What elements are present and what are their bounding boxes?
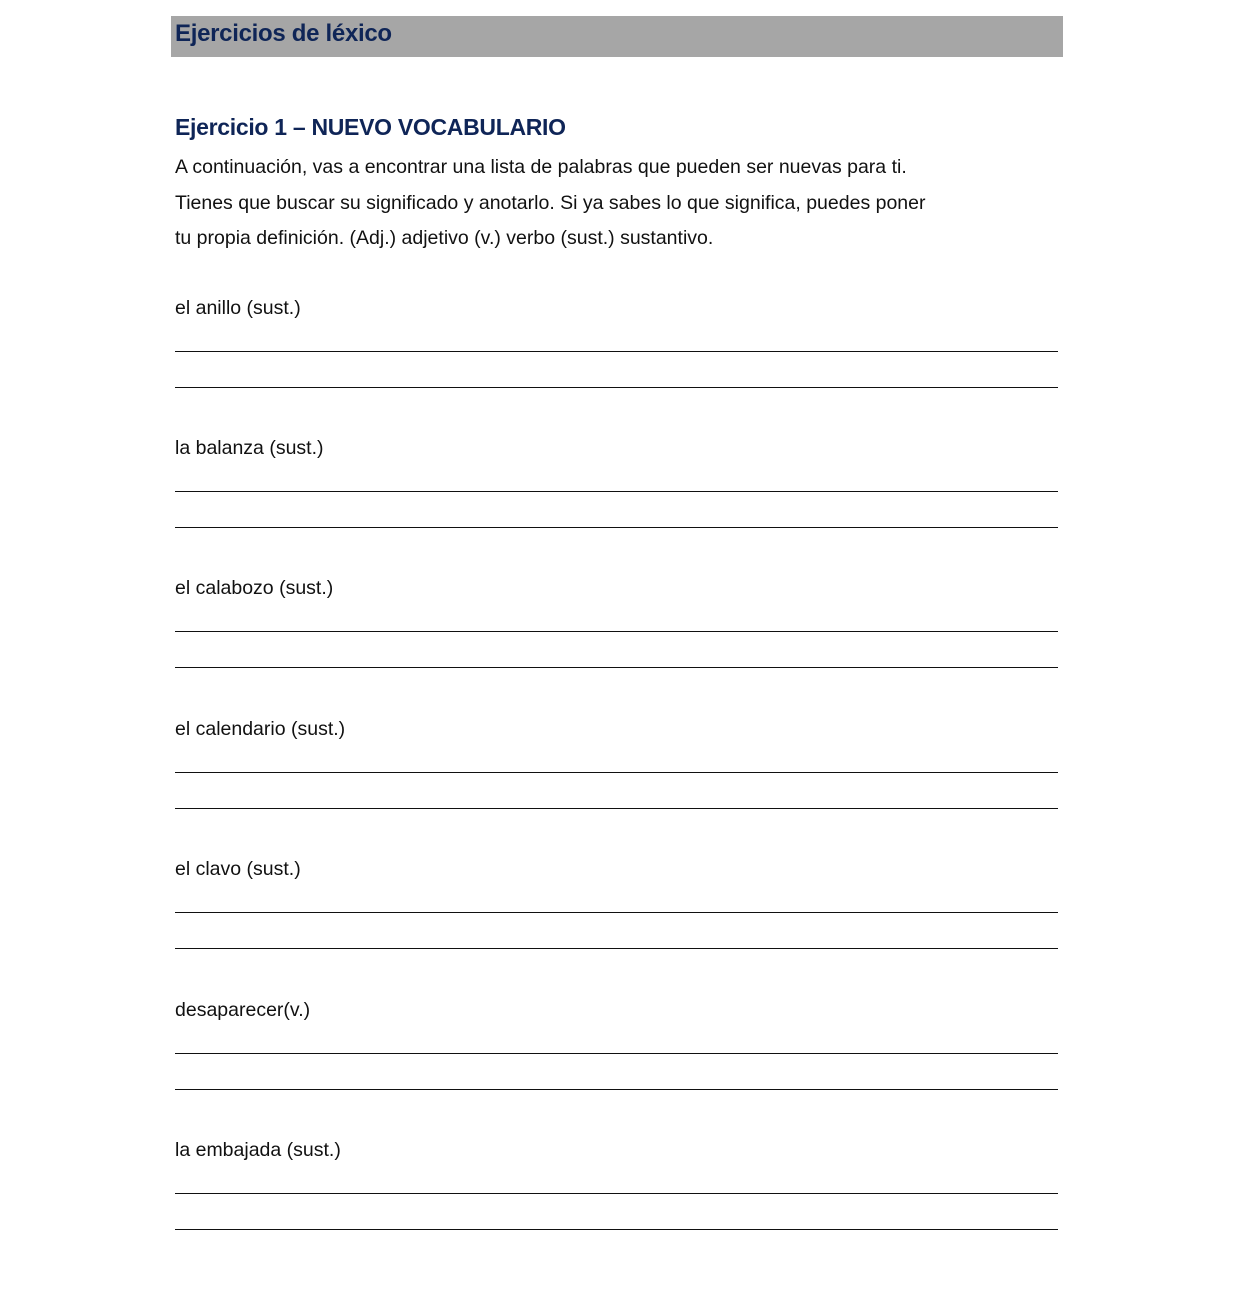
answer-line[interactable] <box>175 631 1058 632</box>
vocab-item <box>175 996 1059 1024</box>
answer-line[interactable] <box>175 1193 1058 1194</box>
vocab-item <box>175 1136 1059 1164</box>
answer-line[interactable] <box>175 912 1058 913</box>
answer-line[interactable] <box>175 527 1058 528</box>
vocab-item <box>175 434 1059 462</box>
vocab-term: la balanza (sust.) <box>175 437 324 459</box>
vocab-term: el calendario (sust.) <box>175 718 346 740</box>
vocab-item <box>175 855 1059 883</box>
answer-line[interactable] <box>175 1089 1058 1090</box>
answer-line[interactable] <box>175 387 1058 388</box>
answer-line[interactable] <box>175 808 1058 809</box>
instruction-line: A continuación, vas a encontrar una lista de palabras que pueden ser nuevas para ti. <box>175 156 907 178</box>
vocab-term: el calabozo (sust.) <box>175 577 334 599</box>
vocab-item <box>175 294 1059 322</box>
exercise-title: Ejercicio 1 – NUEVO VOCABULARIO <box>175 114 566 140</box>
vocab-term: el anillo (sust.) <box>175 297 301 319</box>
vocab-term: desaparecer(v.) <box>175 999 311 1021</box>
answer-line[interactable] <box>175 667 1058 668</box>
answer-line[interactable] <box>175 948 1058 949</box>
section-title: Ejercicios de léxico <box>175 20 392 47</box>
vocab-item <box>175 715 1059 743</box>
vocab-item <box>175 574 1059 602</box>
answer-line[interactable] <box>175 351 1058 352</box>
instruction-line: tu propia definición. (Adj.) adjetivo (v.) verbo (sust.) sustantivo. <box>175 227 714 249</box>
exercise-instructions <box>175 150 1065 257</box>
answer-line[interactable] <box>175 1229 1058 1230</box>
answer-line[interactable] <box>175 1053 1058 1054</box>
answer-line[interactable] <box>175 772 1058 773</box>
vocab-term: el clavo (sust.) <box>175 858 301 880</box>
instruction-line: Tienes que buscar su significado y anotarlo. Si ya sabes lo que significa, puedes poner <box>175 191 926 214</box>
section-banner <box>171 16 1063 57</box>
answer-line[interactable] <box>175 491 1058 492</box>
vocab-term: la embajada (sust.) <box>175 1139 341 1161</box>
